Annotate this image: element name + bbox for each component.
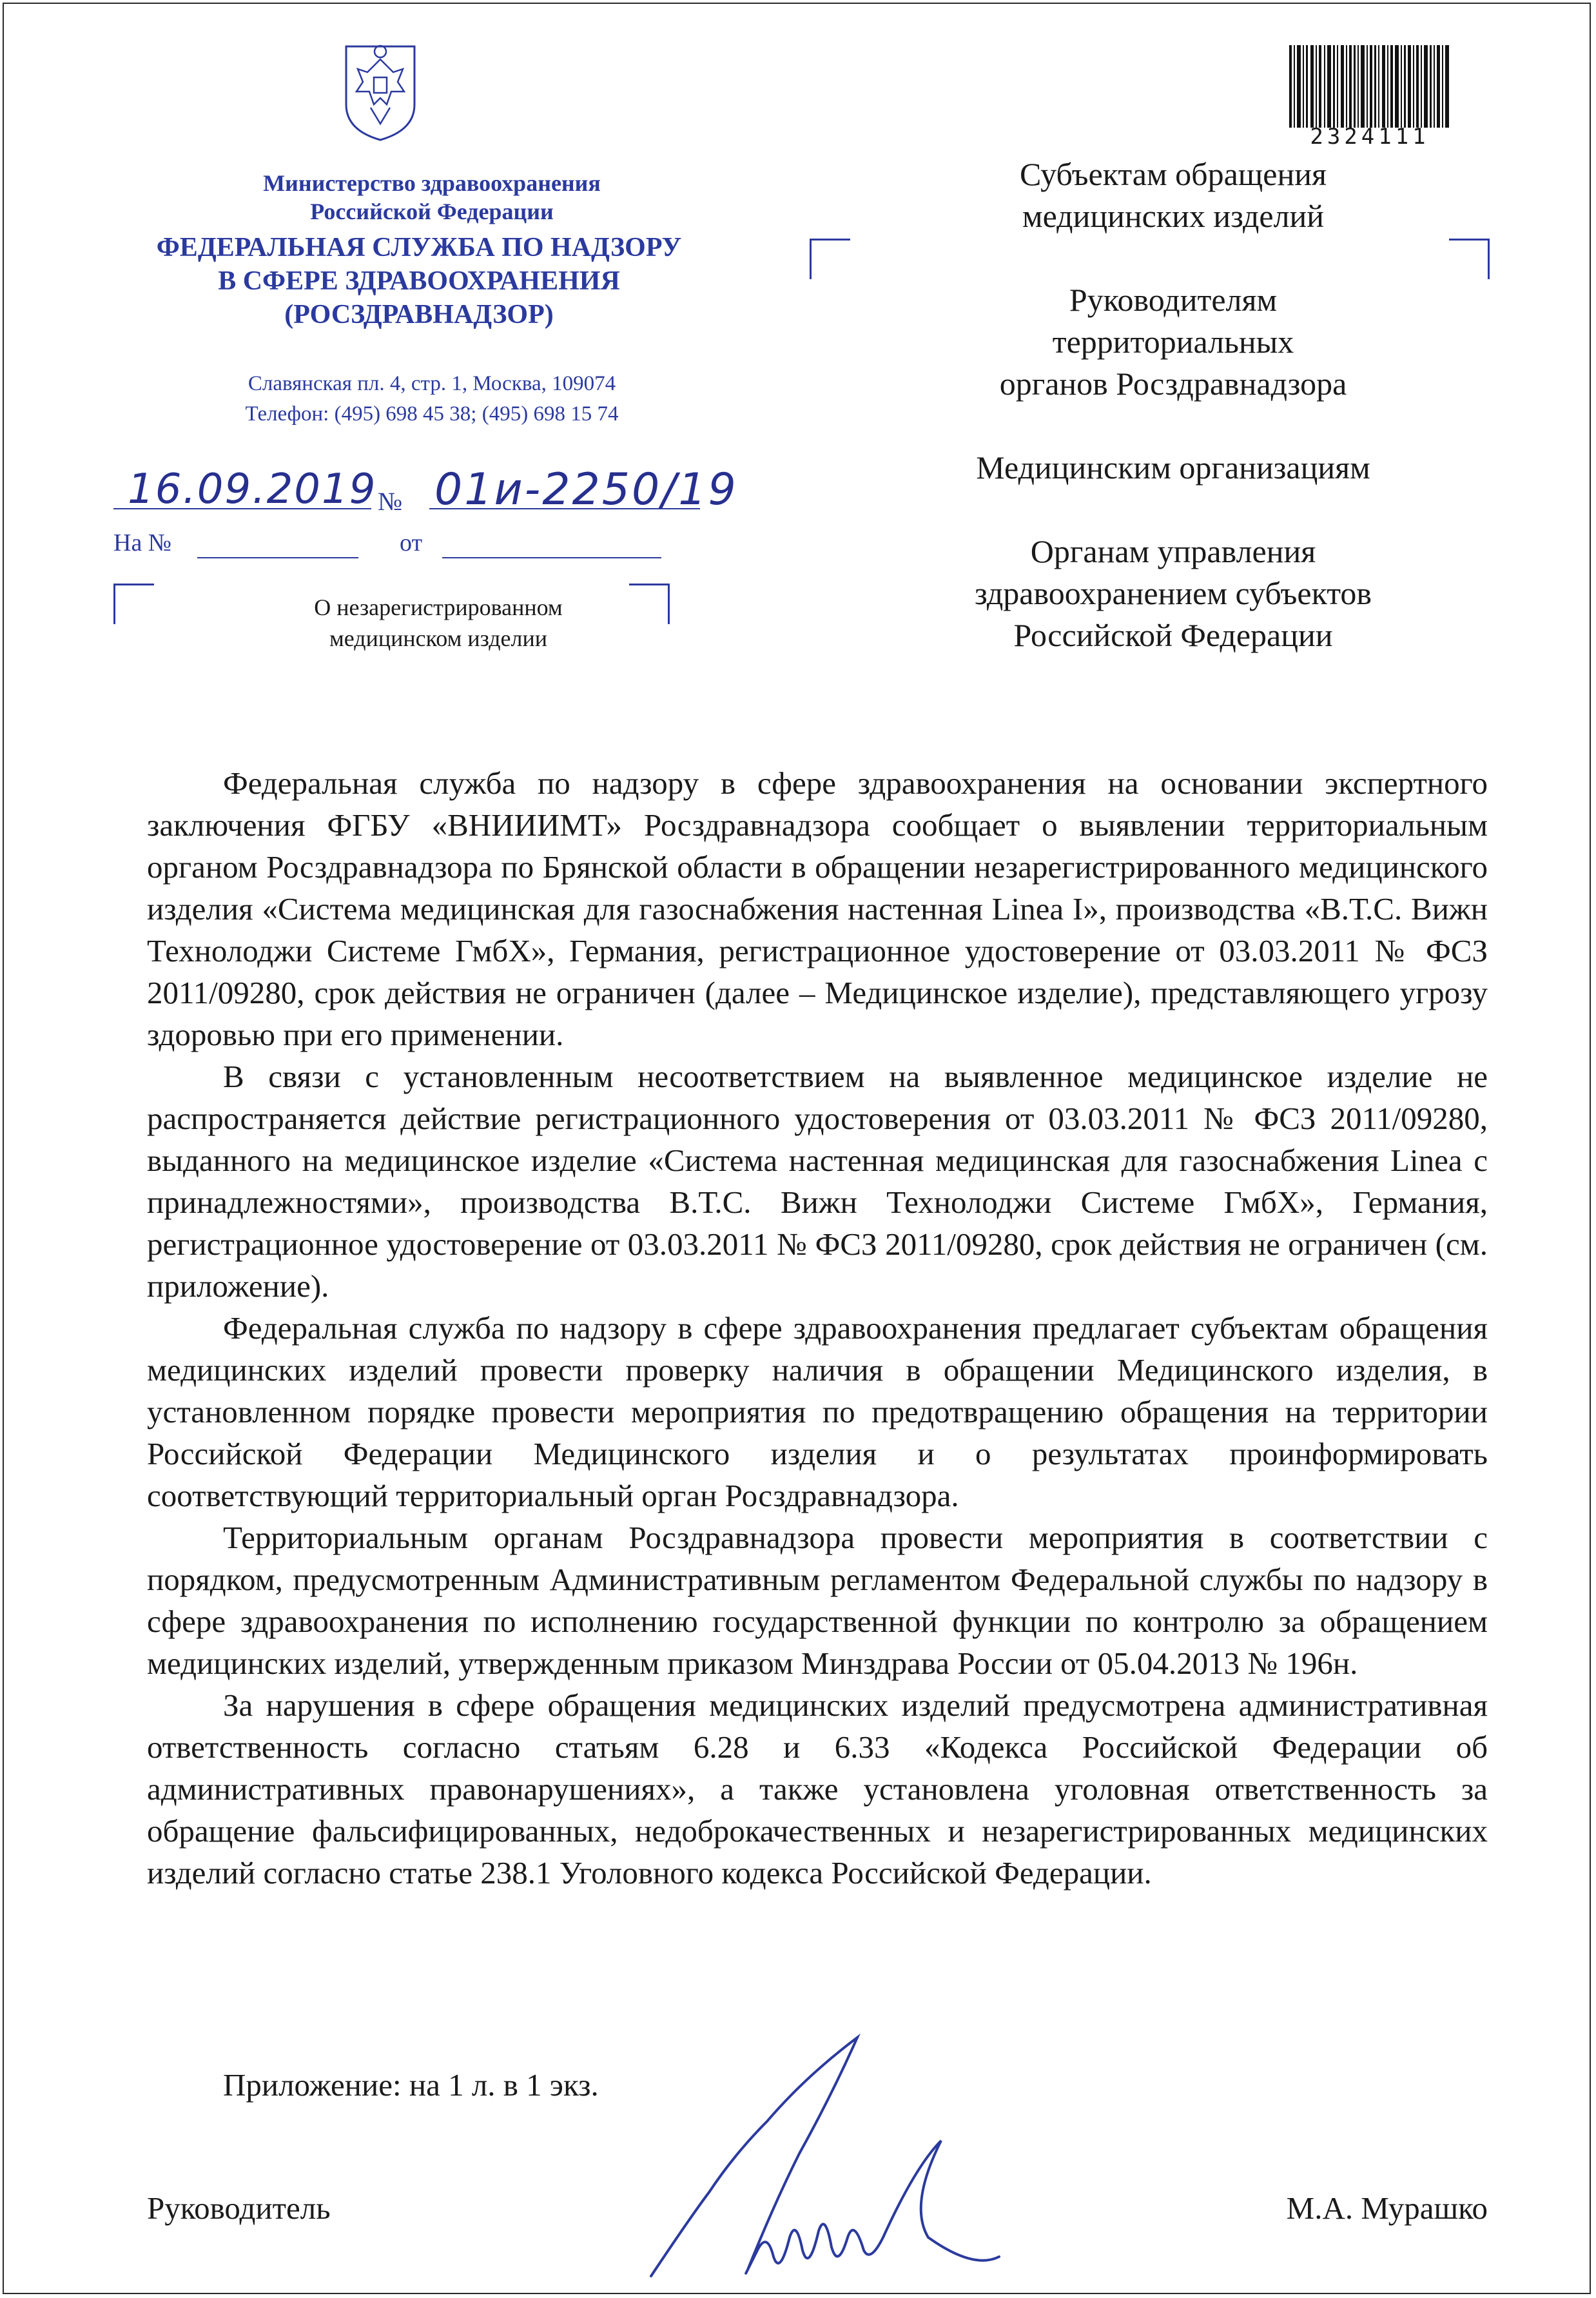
signer-name: М.А. Мурашко xyxy=(1286,2190,1488,2226)
handwritten-signature xyxy=(638,2025,1051,2295)
addressee-group: Руководителям территориальных органов Росздравнадзора xyxy=(999,282,1347,402)
attachment-note: Приложение: на 1 л. в 1 экз. xyxy=(223,2067,599,2103)
agency-address xyxy=(110,369,754,429)
incoming-reference xyxy=(113,529,681,561)
barcode-number: 2324111 xyxy=(1310,124,1430,150)
addressee-group: Медицинским организациям xyxy=(976,449,1370,486)
subject-corner-left xyxy=(113,584,154,624)
addressee-group: Органам управления здравоохранением субъектов Российской Федерации xyxy=(974,533,1372,653)
body-paragraph: Федеральная служба по надзору в сфере здравоохранения на основании экспертного заключения ФГБУ «ВНИИИМТ» Росздравнадзора сообщает о выявлении территориальным органом Росздравнадзора по Брянской области в обращении незарегистрированного медицинского изделия «Система медицинская для газоснабжения настенная Linea I», производства «В.Т.С. Вижн Технолоджи Системе ГмбХ», Германия, регистрационное удостоверение от 03.03.2011 № ФСЗ 2011/09280, срок действия не ограничен (далее – Медицинское изделие), представляющего угрозу здоровью при его применении. xyxy=(147,765,1488,1052)
signer-position: Руководитель xyxy=(147,2190,331,2226)
body-paragraph: В связи с установленным несоответствием на выявленное медицинское изделие не распространяется действие регистрационного удостоверения от 03.03.2011 № ФСЗ 2011/09280, выданного на медицинское изделие «Система настенная медицинская для газоснабжения Linea с принадлежностями», производства В.Т.С. Вижн Технолоджи Системе ГмбХ», Германия, регистрационное удостоверение от 03.03.2011 № ФСЗ 2011/09280, срок действия не ограничен (см. приложение). xyxy=(147,1059,1488,1304)
number-label: № xyxy=(378,487,403,516)
coat-of-arms-emblem xyxy=(338,34,422,143)
agency-name: ФЕДЕРАЛЬНАЯ СЛУЖБА ПО НАДЗОРУ В СФЕРЕ ЗДРАВООХРАНЕНИЯ (РОСЗДРАВНАДЗОР) xyxy=(156,233,682,329)
body-paragraph: Территориальным органам Росздравнадзора провести мероприятия в соответствии с порядком, предусмотренным Административным регламентом Федеральной службы по надзору в сфере здравоохранения по исполнению государственной функции по контролю за обращением медицинских изделий, утвержденным приказом Минздрава России от 05.04.2013 № 196н. xyxy=(147,1520,1488,1681)
address-line: Славянская пл. 4, стр. 1, Москва, 109074 xyxy=(248,372,616,395)
outgoing-number: 01и-2250/19 xyxy=(434,464,738,515)
letter-subject: О незарегистрированном медицинском изделии xyxy=(314,594,563,651)
incoming-number-label: На № xyxy=(113,529,172,556)
body-paragraph: За нарушения в сфере обращения медицинских изделий предусмотрена административная ответственность согласно статьям 6.28 и 6.33 «Кодекса Российской Федерации об административных правонарушениях», а также установлена уголовная ответственность за обращение фальсифицированных, недоброкачественных и незарегистрированных медицинских изделий согласно статье 238.1 Уголовного кодекса Российской Федерации. xyxy=(147,1687,1488,1890)
barcode xyxy=(1289,45,1450,128)
letter-body xyxy=(147,762,1488,1894)
ministry-name: Министерство здравоохранения Российской Федерации xyxy=(263,170,601,224)
outgoing-reference xyxy=(113,458,829,529)
addressee-group: Субъектам обращения медицинских изделий xyxy=(1020,156,1327,234)
addressees-block xyxy=(922,153,1425,698)
outgoing-date: 16.09.2019 xyxy=(128,466,377,513)
address-corner-left xyxy=(810,239,850,279)
phone-line: Телефон: (495) 698 45 38; (495) 698 15 74 xyxy=(245,402,619,426)
body-paragraph: Федеральная служба по надзору в сфере здравоохранения предлагает субъектам обращения медицинских изделий провести проверку наличия в обращении Медицинского изделия, в установленном порядке провести мероприятия по предотвращению обращения на территории Российской Федерации Медицинского изделия и о результатах проинформировать соответствующий территориальный орган Росздравнадзора. xyxy=(147,1310,1488,1513)
address-corner-right xyxy=(1449,239,1490,279)
incoming-date-label: от xyxy=(400,529,423,556)
